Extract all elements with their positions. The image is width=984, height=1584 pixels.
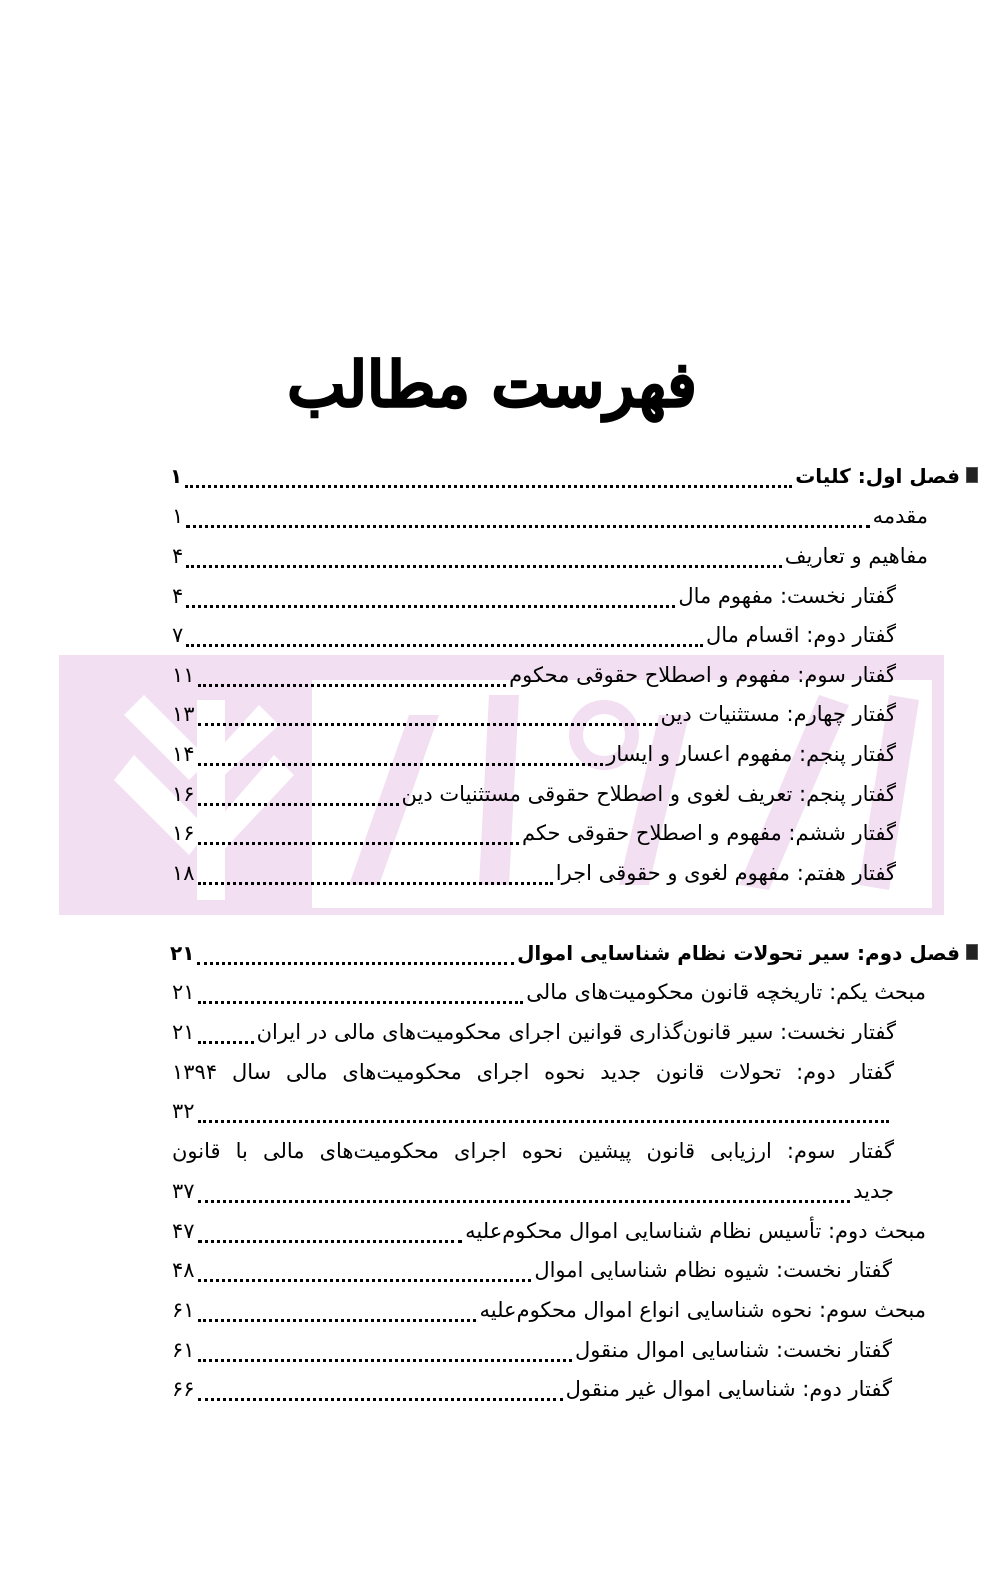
toc-entry-label: گفتار دوم: اقسام مال: [705, 623, 896, 647]
toc-page-number: ۲۱: [170, 941, 195, 965]
toc-entry-label[interactable]: گفتار دوم: تحولات قانون جدید نحوه اجرای محکومیت‌های مالی سال ۱۳۹۴: [172, 1060, 894, 1084]
toc-entry-label: فصل دوم: سیر تحولات نظام شناسایی اموال: [517, 941, 960, 965]
toc-entry[interactable]: [172, 1250, 892, 1290]
dot-leader: [186, 644, 703, 647]
toc-entry-label: گفتار ششم: مفهوم و اصطلاح حقوقی حکم: [521, 821, 896, 845]
dot-leader: [197, 962, 514, 965]
toc-entry-label: مبحث سوم: نحوه شناسایی انواع اموال محکوم‌علیه: [479, 1298, 926, 1322]
dot-leader: [198, 1240, 463, 1243]
toc-page-number: ۴: [172, 544, 184, 568]
toc-entry-label: گفتار نخست: مفهوم مال: [678, 584, 896, 608]
toc-chapter-1[interactable]: [170, 456, 978, 496]
toc-entry[interactable]: [172, 536, 928, 576]
toc-page-number: ۱۶: [172, 821, 195, 845]
dot-leader: [198, 1319, 477, 1322]
toc-entry-label: گفتار نخست: سیر قانون‌گذاری قوانین اجرای محکومیت‌های مالی در ایران: [256, 1020, 896, 1044]
toc-page-number: ۴۸: [172, 1258, 195, 1282]
toc-entry[interactable]: [172, 1330, 892, 1370]
toc-entry-label: فصل اول: کلیات: [795, 464, 960, 488]
toc-entry[interactable]: [172, 615, 896, 655]
toc-page-number: ۲۱: [172, 1020, 195, 1044]
toc-entry[interactable]: [172, 734, 896, 774]
square-bullet-icon: [966, 944, 978, 960]
toc-entry[interactable]: [172, 1012, 896, 1052]
toc-page-number: ۳۲: [172, 1099, 195, 1123]
toc-entry-continuation[interactable]: [172, 1171, 894, 1211]
toc-entry[interactable]: [172, 813, 896, 853]
dot-leader: [198, 842, 519, 845]
toc-page-number: ۱۴: [172, 742, 195, 766]
toc-entry-label[interactable]: گفتار سوم: ارزیابی قانون پیشین نحوه اجرای محکومیت‌های مالی با قانون: [172, 1139, 894, 1163]
toc-entry-label: گفتار پنجم: تعریف لغوی و اصطلاح حقوقی مستثنیات دین: [401, 782, 896, 806]
toc-entry-label: گفتار پنجم: مفهوم اعسار و ایسار: [606, 742, 896, 766]
toc-page-number: ۱۳: [172, 702, 195, 726]
dot-leader: [198, 1359, 572, 1362]
toc-entry-label: گفتار چهارم: مستثنیات دین: [660, 702, 896, 726]
toc-entry[interactable]: [172, 853, 896, 893]
toc-page-number: ۷: [172, 623, 184, 647]
toc-page-number: ۱۱: [172, 663, 195, 687]
toc-page-number: ۱۶: [172, 782, 195, 806]
toc-entry-label: گفتار سوم: مفهوم و اصطلاح حقوقی محکوم: [509, 663, 896, 687]
toc-entry[interactable]: [172, 1211, 926, 1251]
toc-entry-label-continued: جدید: [853, 1179, 894, 1203]
page-title: فهرست مطالب: [287, 348, 697, 421]
dot-leader: [198, 1200, 851, 1203]
dot-leader: [198, 1120, 889, 1123]
toc-entry-continuation[interactable]: [172, 1091, 892, 1131]
dot-leader: [186, 605, 675, 608]
dot-leader: [198, 1279, 532, 1282]
toc-entry[interactable]: [172, 496, 928, 536]
toc-entry[interactable]: [172, 1290, 926, 1330]
toc-page-number: ۱: [170, 464, 183, 488]
toc-entry-label: مبحث دوم: تأسیس نظام شناسایی اموال محکوم‌علیه: [465, 1219, 926, 1243]
dot-leader: [185, 485, 792, 488]
toc-page-number: ۴۷: [172, 1219, 195, 1243]
dot-leader: [198, 723, 658, 726]
toc-page-number: ۶۶: [172, 1377, 195, 1401]
toc-entry-label: مبحث یکم: تاریخچه قانون محکومیت‌های مالی: [526, 980, 926, 1004]
toc-chapter-2[interactable]: [170, 933, 978, 973]
toc-entry-label: مفاهیم و تعاریف: [784, 544, 928, 568]
toc-page-number: ۲۱: [172, 980, 195, 1004]
toc-entry-label: مقدمه: [872, 504, 928, 528]
dot-leader: [198, 1001, 524, 1004]
toc-page-number: ۶۱: [172, 1338, 195, 1362]
dot-leader: [186, 525, 869, 528]
toc-entry-label: گفتار دوم: شناسایی اموال غیر منقول: [565, 1377, 892, 1401]
toc-entry[interactable]: [172, 774, 896, 814]
toc-entry[interactable]: [172, 1369, 892, 1409]
dot-leader: [198, 1398, 563, 1401]
dot-leader: [198, 882, 553, 885]
toc-entry[interactable]: [172, 576, 896, 616]
toc-page-number: ۴: [172, 584, 184, 608]
square-bullet-icon: [966, 467, 978, 483]
dot-leader: [198, 763, 604, 766]
toc-entry[interactable]: [172, 972, 926, 1012]
toc-page-number: ۱۸: [172, 861, 195, 885]
toc-entry-label: گفتار نخست: شناسایی اموال منقول: [574, 1338, 892, 1362]
dot-leader: [186, 565, 781, 568]
toc-entry-label: گفتار هفتم: مفهوم لغوی و حقوقی اجرا: [555, 861, 896, 885]
toc-page-number: ۳۷: [172, 1179, 195, 1203]
dot-leader: [198, 803, 399, 806]
toc-page-number: ۶۱: [172, 1298, 195, 1322]
dot-leader: [198, 1041, 254, 1044]
dot-leader: [198, 684, 507, 687]
toc-entry[interactable]: [172, 694, 896, 734]
toc-entry-label: گفتار نخست: شیوه نظام شناسایی اموال: [534, 1258, 892, 1282]
toc-page-number: ۱: [172, 504, 184, 528]
toc-entry[interactable]: [172, 655, 896, 695]
